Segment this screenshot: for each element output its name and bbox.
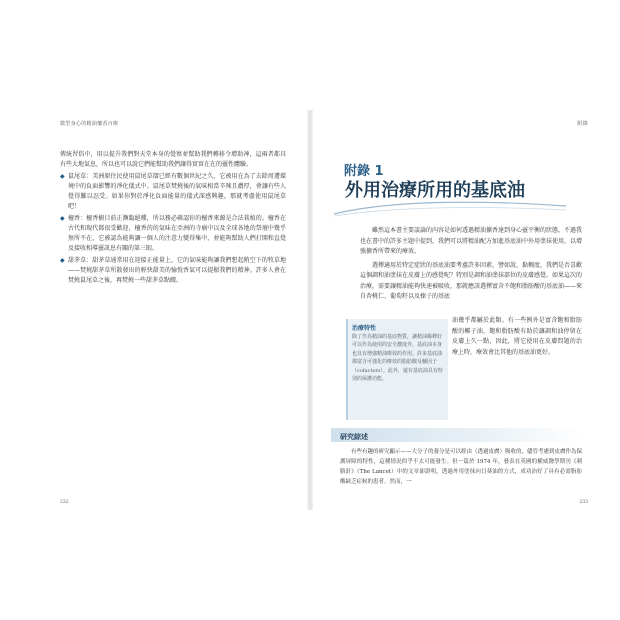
- bullet-sage: [60, 172, 286, 212]
- right-running-head: 附錄: [577, 121, 588, 127]
- bullet-dot-icon: ◆: [60, 215, 65, 222]
- side-paragraph: 油幾乎都屬於此類。有一些例外是富含飽和脂肪酸的椰子油，飽和脂肪酸有助於讓調和油停留在皮膚上久一點，因此，將它使用在皮膚問題的治療上時，療效會比其他的基底油更好。: [452, 317, 582, 356]
- bullet-sweetgrass: [60, 256, 286, 286]
- review-heading-band: [331, 428, 582, 442]
- book-gutter: [307, 110, 313, 510]
- bullet-text: 鼠尾草：美洲原住民使用鼠尾草摺已經有數個世紀之久，它被用在為了去除周遭環境中的負面影響的淨化儀式中。鼠尾草焚燒後的氣味相當辛辣且濃厚，會讓有些人覺得難以忍受。如果你對於淨化負面能量的儀式深感興趣，那就考慮使用鼠尾草吧！: [68, 173, 286, 210]
- left-running-head: 微型身心的精油藥香百療: [60, 121, 119, 127]
- intro-paragraph-2: 選擇適用於特定症狀的基底油要考慮許多因素，譬如說，黏稠度，我們是否喜歡這個調和油塗抹在皮膚上的感覺呢？特別是調和油塗抹部位的皮膚感覺。如果這次的治療，需要讓精油能夠快速被吸收，那就應該選擇富含不飽和脂肪酸的基底油——來自杏桃仁、葡萄籽以及榛子的基底: [360, 261, 583, 300]
- review-paragraph: 有些有趣的研究顯示——大分子的養分是可以經由（透過皮膚）吸收的，儘管考慮到皮膚作為保護屏障的特性，這種情況似乎不太可能發生。但一篇於 1974 年，發表在英國的權威醫學期刊《刺胳針》（The Lancet）中的文章卻證明，透過外用塗抹向日葵油的方式，成功治好了具有必需脂肪酸缺乏症候的患者。然而，一: [340, 449, 583, 485]
- bullet-sandalwood: [60, 214, 286, 254]
- left-page-number: 232: [60, 500, 69, 505]
- bullet-dot-icon: ◆: [60, 173, 65, 180]
- right-page-number: 233: [579, 500, 588, 505]
- review-body: [340, 447, 582, 487]
- appendix-label: 附錄 1: [344, 164, 384, 179]
- review-heading: 研究綜述: [340, 433, 368, 441]
- bullet-text: 甜茅草：甜茅草通常用在迎接正能量上，它的氣味能夠讓我們想起稍空下的牧草地——焚燒甜茅草所散發出的輕快甜美的愉悅香氣可以提振我們的精神。許多人會在焚燒鼠尾草之後，再焚燒一些甜茅草點綴。: [68, 257, 286, 284]
- left-page-body: [60, 150, 286, 288]
- incense-bullet-list: [60, 172, 286, 286]
- appendix-intro: [360, 226, 582, 306]
- bullet-text: 檀香：檀香樹目前正瀕臨絕種，所以務必確認你的檀香來源是合法栽植的。檀香在古代和現代都很受歡迎，檀香的的氣味在亞洲的寺廟中以及全球各地的祭壇中幾乎無所不在，它被認為能夠讓一個人的注意力變得集中，並能夠幫助人們打開和直覺及接收相導靈訊息有關的第三眼。: [68, 215, 286, 252]
- title-swoosh-ornament-icon: [330, 192, 570, 222]
- appendix-title: 外用治療所用的基底油: [345, 180, 525, 201]
- bullet-dot-icon: ◆: [60, 257, 65, 264]
- sidebar-title: 治療特性: [352, 325, 377, 332]
- left-intro-paragraph: 傳統習俗中，用以提升我們對天堂本身的覺察並幫助我們轉移令增助神，這兩者都具有些大地氣息，所以也可以說它們能幫助我們讓得實實在在的靈性體驗。: [60, 151, 286, 168]
- intro-paragraph-1: 雖然這本書主要談論的內容是如何透過精油擴香達到身心靈平衡的狀態，不過我也在書中的許多主題中提到，我們可以將精油配方加進基底油中外用塗抹使用，以增強擴香所帶來的療效。: [360, 227, 583, 255]
- therapeutic-properties-sidebar: [346, 319, 448, 420]
- sidebar-text: 除了作為精油的基底物質，讓精油稀釋好可以作為使用的安全濃度外，基底油本身也具有增強精油療效的作用。許多基底油都富含可強化的療效的脂肪酸及輔因子（cofactors）。此外，還有基底油具有特別的保護功能。: [352, 334, 443, 383]
